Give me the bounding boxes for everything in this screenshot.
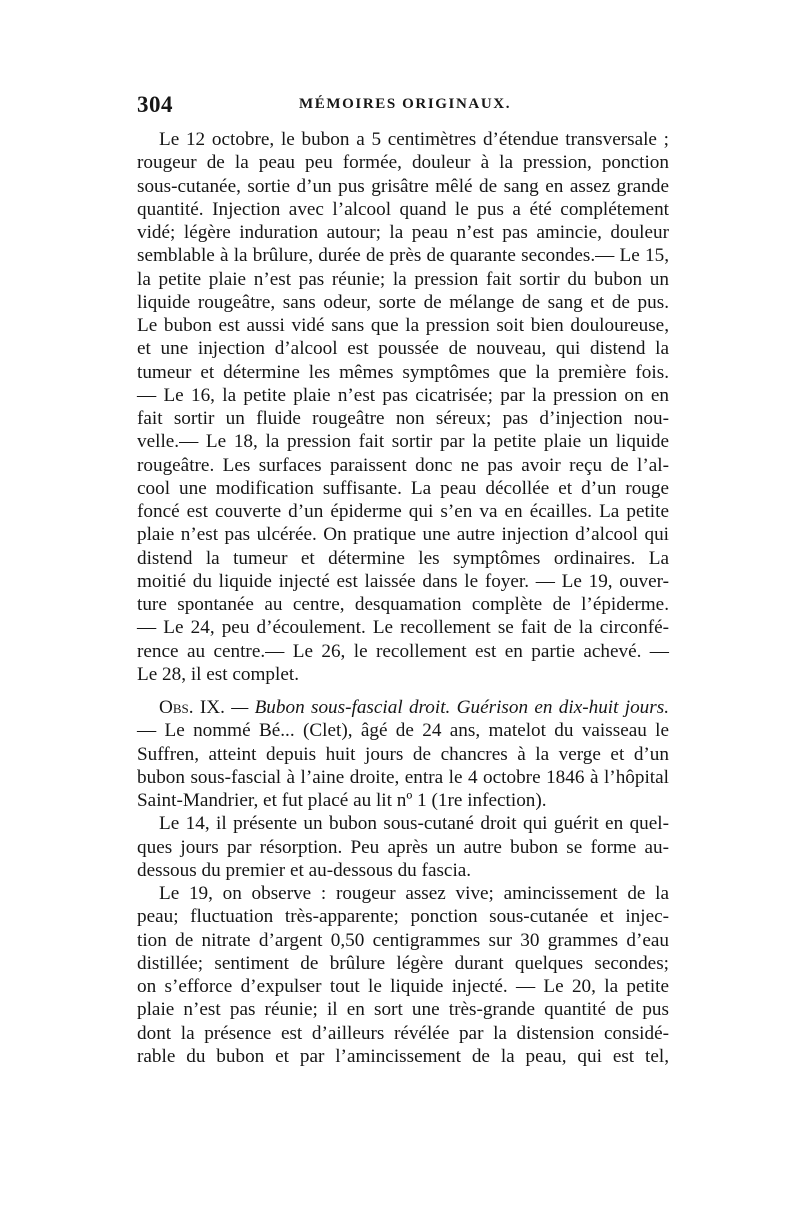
text-line: sous-cutanée, sortie d’un pus grisâtre mêlé de sang en assez grande [137,175,669,197]
text-line: moitié du liquide injecté est laissée dans le foyer. — Le 19, ouver- [137,570,669,592]
text-line: on s’efforce d’expulser tout le liquide injecté. — Le 20, la petite [137,976,669,997]
text-line: la petite plaie n’est pas réunie; la pression fait sortir du bubon un [137,268,669,290]
text-line: — Le 24, peu d’écoulement. Le recollement se fait de la circonfé- [137,617,669,639]
text-line: rougeur de la peau peu formée, douleur à la pression, ponction [137,152,669,174]
text-line: et une injection d’alcool est poussée de nouveau, qui distend la [137,338,669,360]
observation-label: Obs. IX. [159,697,225,718]
paragraph-1 [137,128,669,686]
paragraph-3 [137,812,669,882]
text-line: Le 12 octobre, le bubon a 5 centimètres d’étendue transversale ; [159,129,669,150]
text-line: velle.— Le 18, la pression fait sortir par la petite plaie un liquide [137,431,669,453]
text-line: peau; fluctuation très-apparente; ponction sous-cutanée et injec- [137,906,669,928]
text-line: dont la présence est d’ailleurs révélée par la distension considé- [137,1022,669,1044]
running-title: MÉMOIRES ORIGINAUX. [299,96,512,112]
text-line: Suffren, atteint depuis huit jours de chancres à la verge et d’un [137,743,669,765]
text-line: rougeâtre. Les surfaces paraissent donc ne pas avoir reçu de l’al- [137,454,669,476]
observation-paragraph [137,696,669,812]
text-line: rable du bubon et par l’amincissement de la peau, qui est tel, [137,1045,669,1067]
text-line: liquide rougeâtre, sans odeur, sorte de mélange de sang et de pus. [137,291,669,313]
text-line: vidé; légère induration autour; la peau n’est pas amincie, douleur [137,222,669,243]
text-line: — Le 16, la petite plaie n’est pas cicatrisée; par la pression on en [137,384,669,406]
text-line: Le 28, il est complet. [137,663,299,685]
text-line: tion de nitrate d’argent 0,50 centigrammes sur 30 grammes d’eau [137,929,669,951]
text-line: fait sortir un fluide rougeâtre non séreux; pas d’injection nou- [137,408,669,429]
text-line: distend la tumeur et détermine les symptômes ordinaires. La [137,547,669,569]
text-line: quantité. Injection avec l’alcool quand le pus a été complétement [137,198,669,220]
page-number: 304 [137,92,173,117]
text-line: cool une modification suffisante. La peau décollée et d’un rouge [137,477,669,499]
observation-title: — Bubon sous-fascial droit. Guérison en dix-huit jours. [231,697,669,718]
observation-heading-line [137,696,669,719]
text-line: bubon sous-fascial à l’aine droite, entra le 4 octobre 1846 à l’hôpital [137,766,669,788]
text-line: dessous du premier et au-dessous du fascia. [137,859,472,881]
text-line: plaie n’est pas réunie; il en sort une très-grande quantité de pus [137,999,669,1021]
text-line: semblable à la brûlure, durée de près de quarante secondes.— Le 15, [137,245,669,267]
paragraph-gap [137,686,669,696]
text-line: — Le nommé Bé... (Clet), âgé de 24 ans, matelot du vaisseau le [137,720,669,742]
text-line: foncé est couverte d’un épiderme qui s’en va en écailles. La petite [137,501,669,522]
page-header [137,92,669,128]
text-line: Le 14, il présente un bubon sous-cutané droit qui guérit en quel- [159,813,669,835]
text-line: ques jours par résorption. Peu après un autre bubon se forme au- [137,836,669,858]
text-line: Le 19, on observe : rougeur assez vive; amincissement de la [159,883,669,904]
text-line: Saint-Mandrier, et fut placé au lit nº 1 (1re infection). [137,790,547,811]
text-line: ture spontanée au centre, desquamation complète de l’épiderme. [137,594,669,615]
text-line: Le bubon est aussi vidé sans que la pression soit bien douloureuse, [137,315,669,336]
book-page [137,92,669,1068]
text-line: distillée; sentiment de brûlure légère durant quelques secondes; [137,952,669,974]
text-line: rence au centre.— Le 26, le recollement est en partie achevé. — [137,640,669,662]
text-line: plaie n’est pas ulcérée. On pratique une autre injection d’alcool qui [137,524,669,546]
text-line: tumeur et détermine les mêmes symptômes que la première fois. [137,361,669,383]
paragraph-4 [137,882,669,1068]
